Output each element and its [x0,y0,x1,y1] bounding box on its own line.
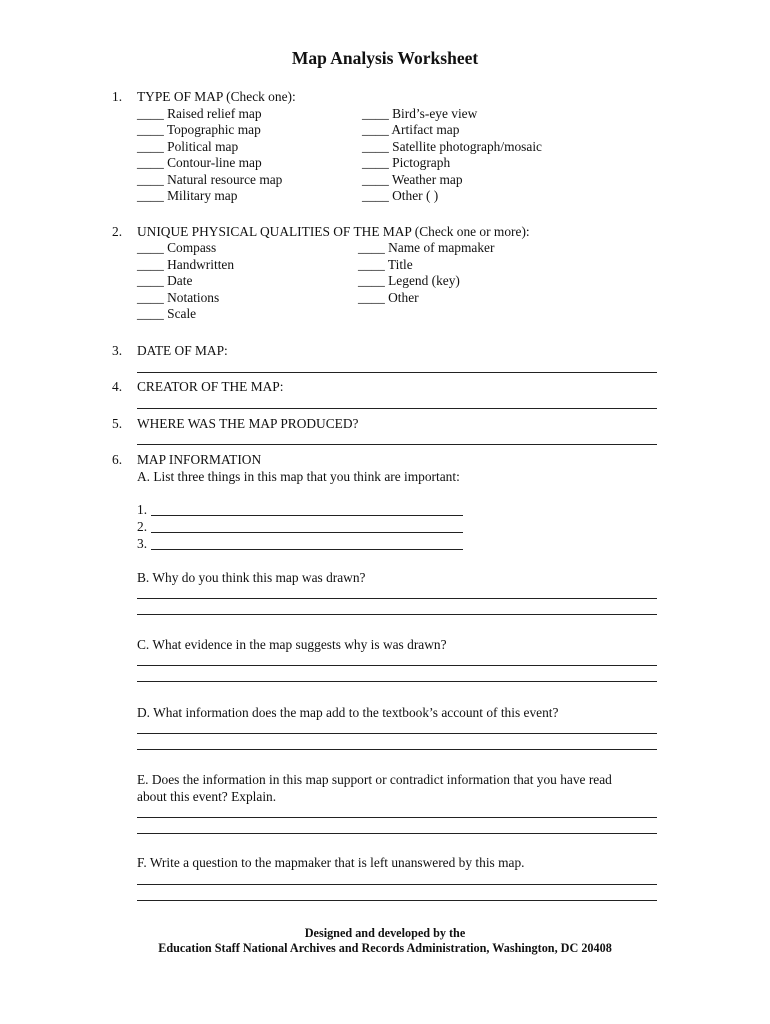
q6a-item-1-line[interactable] [151,515,463,516]
q2-option-legend[interactable]: ____ Legend (key) [358,273,460,288]
q2-option-other[interactable]: ____ Other [358,290,419,305]
q1-number: 1. [112,89,123,104]
q1-option-satellite[interactable]: ____ Satellite photograph/mosaic [362,139,542,154]
q6c-answer-line[interactable] [137,665,657,666]
q6-heading: MAP INFORMATION [137,452,262,467]
q6e-answer-line[interactable] [137,833,657,834]
q2-option-date[interactable]: ____ Date [137,273,193,288]
q6e-prompt-continued: about this event? Explain. [137,789,277,804]
q6e-answer-line[interactable] [137,817,657,818]
q1-option-political[interactable]: ____ Political map [137,139,239,154]
q3-answer-line[interactable] [137,372,657,373]
q6b-prompt: B. Why do you think this map was drawn? [137,570,366,585]
q6a-item-3-line[interactable] [151,549,463,550]
q4-answer-line[interactable] [137,408,657,409]
q1-heading: TYPE OF MAP (Check one): [137,89,296,104]
q6a-prompt: A. List three things in this map that you think are important: [137,469,460,484]
q6a-item-number: 1. [137,502,148,517]
q5-number: 5. [112,416,123,431]
q6d-answer-line[interactable] [137,733,657,734]
q1-option-military[interactable]: ____ Military map [137,188,238,203]
q6d-prompt: D. What information does the map add to the textbook’s account of this event? [137,705,559,720]
q2-option-notations[interactable]: ____ Notations [137,290,220,305]
q6e-prompt: E. Does the information in this map support or contradict information that you have read [137,772,612,787]
q1-option-raised-relief[interactable]: ____ Raised relief map [137,106,262,121]
q5-answer-line[interactable] [137,444,657,445]
q3-number: 3. [112,343,123,358]
q1-option-other[interactable]: ____ Other ( ) [362,188,439,203]
q2-option-handwritten[interactable]: ____ Handwritten [137,257,235,272]
q6f-answer-line[interactable] [137,884,657,885]
q6a-item-number: 3. [137,536,148,551]
q1-option-pictograph[interactable]: ____ Pictograph [362,155,451,170]
q3-label: DATE OF MAP: [137,343,228,358]
q6a-item-number: 2. [137,519,148,534]
footer-credit-line-2: Education Staff National Archives and Records Administration, Washington, DC 20408 [158,941,612,955]
q6a-item-2-line[interactable] [151,532,463,533]
page-title: Map Analysis Worksheet [291,48,479,68]
q2-number: 2. [112,224,123,239]
q6d-answer-line[interactable] [137,749,657,750]
q1-option-natural-resource[interactable]: ____ Natural resource map [137,172,283,187]
q2-option-compass[interactable]: ____ Compass [137,240,217,255]
q6-number: 6. [112,452,123,467]
footer-credit-line-1: Designed and developed by the [304,926,466,940]
q1-option-weather[interactable]: ____ Weather map [362,172,463,187]
q4-number: 4. [112,379,123,394]
q2-heading: UNIQUE PHYSICAL QUALITIES OF THE MAP (Check one or more): [137,224,530,239]
q1-option-artifact[interactable]: ____ Artifact map [362,122,460,137]
q4-label: CREATOR OF THE MAP: [137,379,284,394]
q6f-prompt: F. Write a question to the mapmaker that is left unanswered by this map. [137,855,525,870]
q1-option-topographic[interactable]: ____ Topographic map [137,122,261,137]
q2-option-mapmaker-name[interactable]: ____ Name of mapmaker [358,240,495,255]
q5-label: WHERE WAS THE MAP PRODUCED? [137,416,359,431]
q6f-answer-line[interactable] [137,900,657,901]
q2-option-title[interactable]: ____ Title [358,257,413,272]
q1-option-contour-line[interactable]: ____ Contour-line map [137,155,262,170]
q6b-answer-line[interactable] [137,614,657,615]
q6b-answer-line[interactable] [137,598,657,599]
q6c-answer-line[interactable] [137,681,657,682]
q6c-prompt: C. What evidence in the map suggests why is was drawn? [137,637,447,652]
q1-option-birds-eye[interactable]: ____ Bird’s-eye view [362,106,478,121]
q2-option-scale[interactable]: ____ Scale [137,306,197,321]
